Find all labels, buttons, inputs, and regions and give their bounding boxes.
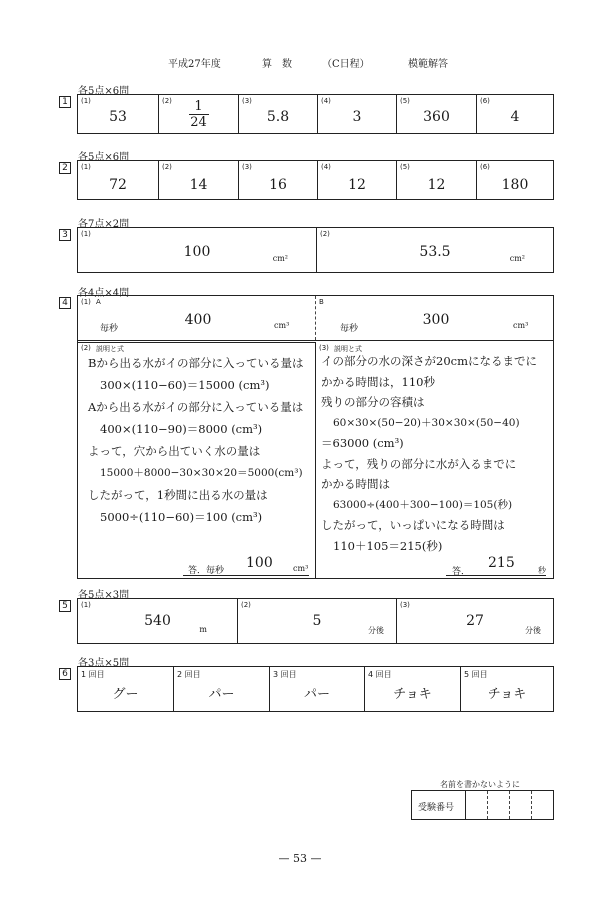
sub-label: (5) [400,97,410,105]
round-label: 1 回目 [81,670,105,679]
q6-cell-1 [78,667,173,711]
q4-part1-label: (1) [81,298,91,306]
q1-cell-6 [476,95,553,133]
explanation-line: かかる時間は，110秒 [321,374,435,389]
answer-value: 100 [183,244,211,260]
answer-value: 12 [348,177,366,193]
explanation-line: したがって，1秒間に出る水の量は [88,488,268,502]
answer-value: 3 [352,109,362,125]
sub-label: (2) [162,97,172,105]
q6-cell-2 [173,667,269,711]
fraction-denominator: 24 [190,115,207,130]
q2-cell-6 [476,161,553,199]
q6-number: 6 [59,668,71,680]
exam-year: 平成27年度 [168,59,221,70]
answer-unit: cm² [272,254,288,263]
sub-label: (1) [81,601,91,609]
sub-label: (1) [81,230,91,238]
answer-unit: 分後 [525,626,541,635]
q4-part3-panel [316,343,553,578]
q4-part3-heading: 説明と式 [334,345,362,353]
q3-cell-2 [316,228,553,272]
fraction-numerator: 1 [194,99,203,114]
q4-part2-answer-unit: cm³ [293,564,309,573]
sub-label: (3) [242,163,252,171]
q2-number: 2 [59,162,71,174]
fraction-answer [159,99,238,130]
q5-points: 各5点×3問 [78,590,130,601]
sub-label: (6) [480,97,490,105]
digit-divider [487,791,488,819]
answer-value: チョキ [393,687,432,702]
explanation-line: 残りの部分の容積は [321,395,425,409]
explanation-line: Aから出る水がイの部分に入っている量は [88,400,304,414]
q2-cell-1 [78,161,158,199]
q4-part1-b-per-sec: 毎秒 [340,324,359,334]
q1-cell-2 [158,95,238,133]
q3-cell-1 [78,228,316,272]
explanation-line: 15000＋8000−30×30×20＝5000(cm³) [100,467,303,479]
sub-label: (3) [242,97,252,105]
q5-cell-3 [396,599,553,643]
answer-value: チョキ [487,687,527,702]
q6-answer-row [77,666,554,712]
q3-answer-row [77,227,554,273]
sub-label: (1) [81,97,91,105]
q4-part1-b-unit: cm³ [513,321,529,330]
explanation-line: 300×(110−60)＝15000 (cm³) [100,378,270,392]
sub-label: (2) [241,601,251,609]
sub-label: (1) [81,163,91,171]
answer-value: グー [112,687,139,702]
answer-value: パー [303,687,330,702]
q1-number: 1 [59,96,71,108]
q4-part3-label: (3) [319,344,329,352]
q4-part3-answer: 215 [488,555,515,571]
exam-subject: 算 数 [262,59,292,70]
round-label: 2 回目 [177,670,201,679]
q1-cell-4 [317,95,396,133]
name-box-note: 名前を書かないように [440,780,520,789]
explanation-line: 400×(110−90)＝8000 (cm³) [100,422,263,436]
explanation-line: 110＋105＝215(秒) [333,538,443,553]
exam-number-box [411,790,554,820]
q4-part2-answer-underline [183,575,309,576]
sub-label: (2) [320,230,330,238]
explanation-line: よって，穴から出ていく水の量は [88,444,261,458]
sub-label: (6) [480,163,490,171]
round-label: 5 回目 [464,670,488,679]
explanation-line: かかる時間は [321,477,390,491]
answer-value: 14 [189,177,208,193]
round-label: 3 回目 [273,670,297,679]
answer-unit: cm² [509,254,525,263]
q4-part2-label: (2) [81,344,91,352]
explanation-line: イの部分の水の深さが20cmになるまでに [321,354,537,368]
explanation-line: よって，残りの部分に水が入るまでに [321,456,517,471]
q5-answer-row [77,598,554,644]
exam-session: （C日程） [322,59,370,70]
q4-points: 各4点×4問 [78,288,130,299]
q6-cell-5 [460,667,553,711]
q4-part1-a-value: 400 [184,312,212,328]
q4-part2-heading: 説明と式 [96,345,124,353]
q2-answer-row [77,160,554,200]
sub-label: (5) [400,163,410,171]
q4-section-divider [78,340,553,341]
q2-cell-3 [238,161,317,199]
q4-part2-answer: 100 [246,555,273,571]
q2-points: 各5点×6問 [78,152,130,163]
answer-value: 5.8 [266,109,290,125]
q4-part1-b-value: 300 [422,312,450,328]
q3-points: 各7点×2問 [78,219,130,230]
answer-value: パー [208,687,235,702]
answer-value: 72 [109,177,127,193]
q4-part2-answer-label: 答．毎秒 [188,566,225,576]
q4-part3-explanation [321,351,537,556]
exam-number-label: 受験番号 [418,803,455,813]
page-number: — 53 — [278,852,322,865]
q4-number: 4 [59,297,71,309]
q4-answer-box [77,295,554,579]
explanation-line: 5000÷(110−60)＝100 (cm³) [100,510,263,524]
q4-part1-a-label: A [96,298,101,306]
digit-divider [531,791,532,819]
q4-part3-answer-underline [446,575,546,576]
q5-number: 5 [59,600,71,612]
q1-answer-row [77,94,554,134]
doc-type: 模範解答 [408,59,448,70]
answer-value: 360 [423,109,450,125]
sub-label: (4) [321,163,331,171]
q5-cell-1 [78,599,237,643]
answer-unit: m [199,625,207,634]
sub-label: (2) [162,163,172,171]
answer-value: 180 [501,177,529,193]
q1-cell-3 [238,95,317,133]
q1-cell-5 [396,95,476,133]
sub-label: (3) [400,601,410,609]
answer-value: 53 [109,109,127,125]
explanation-line: したがって，いっぱいになる時間は [321,518,505,532]
exam-number-divider [465,791,466,819]
sub-label: (4) [321,97,331,105]
q4-part3-answer-label: 答． [452,567,471,577]
q5-cell-2 [237,599,396,643]
answer-value: 16 [269,177,287,193]
digit-divider [509,791,510,819]
q4-part1-a-unit: cm³ [274,321,290,330]
answer-value: 540 [144,613,171,629]
explanation-line: ＝63000 (cm³) [321,436,404,450]
q4-part2-panel [78,343,316,578]
page-header [0,55,600,71]
q3-number: 3 [59,229,71,241]
explanation-line: Bから出る水がイの部分に入っている量は [88,356,304,370]
answer-value: 4 [510,109,520,125]
q4-part2-explanation [88,352,303,528]
q2-cell-4 [317,161,396,199]
q4-part1-a-per-sec: 毎秒 [100,324,119,334]
q2-cell-2 [158,161,238,199]
q6-points: 各3点×5問 [78,658,130,669]
round-label: 4 回目 [368,670,392,679]
q6-cell-3 [269,667,364,711]
explanation-line: 63000÷(400＋300−100)＝105(秒) [333,498,513,511]
answer-unit: 分後 [368,626,384,635]
answer-value: 12 [427,177,446,193]
answer-value: 27 [466,613,484,629]
answer-value: 5 [312,613,322,629]
answer-value: 53.5 [419,244,451,260]
q4-part1-b-label: B [319,298,324,306]
q6-cell-4 [364,667,460,711]
q4-part3-answer-unit: 秒 [538,566,546,575]
q1-cell-1 [78,95,158,133]
q2-cell-5 [396,161,476,199]
explanation-line: 60×30×(50−20)＋30×30×(50−40) [333,416,520,429]
q1-points: 各5点×6問 [78,86,130,97]
